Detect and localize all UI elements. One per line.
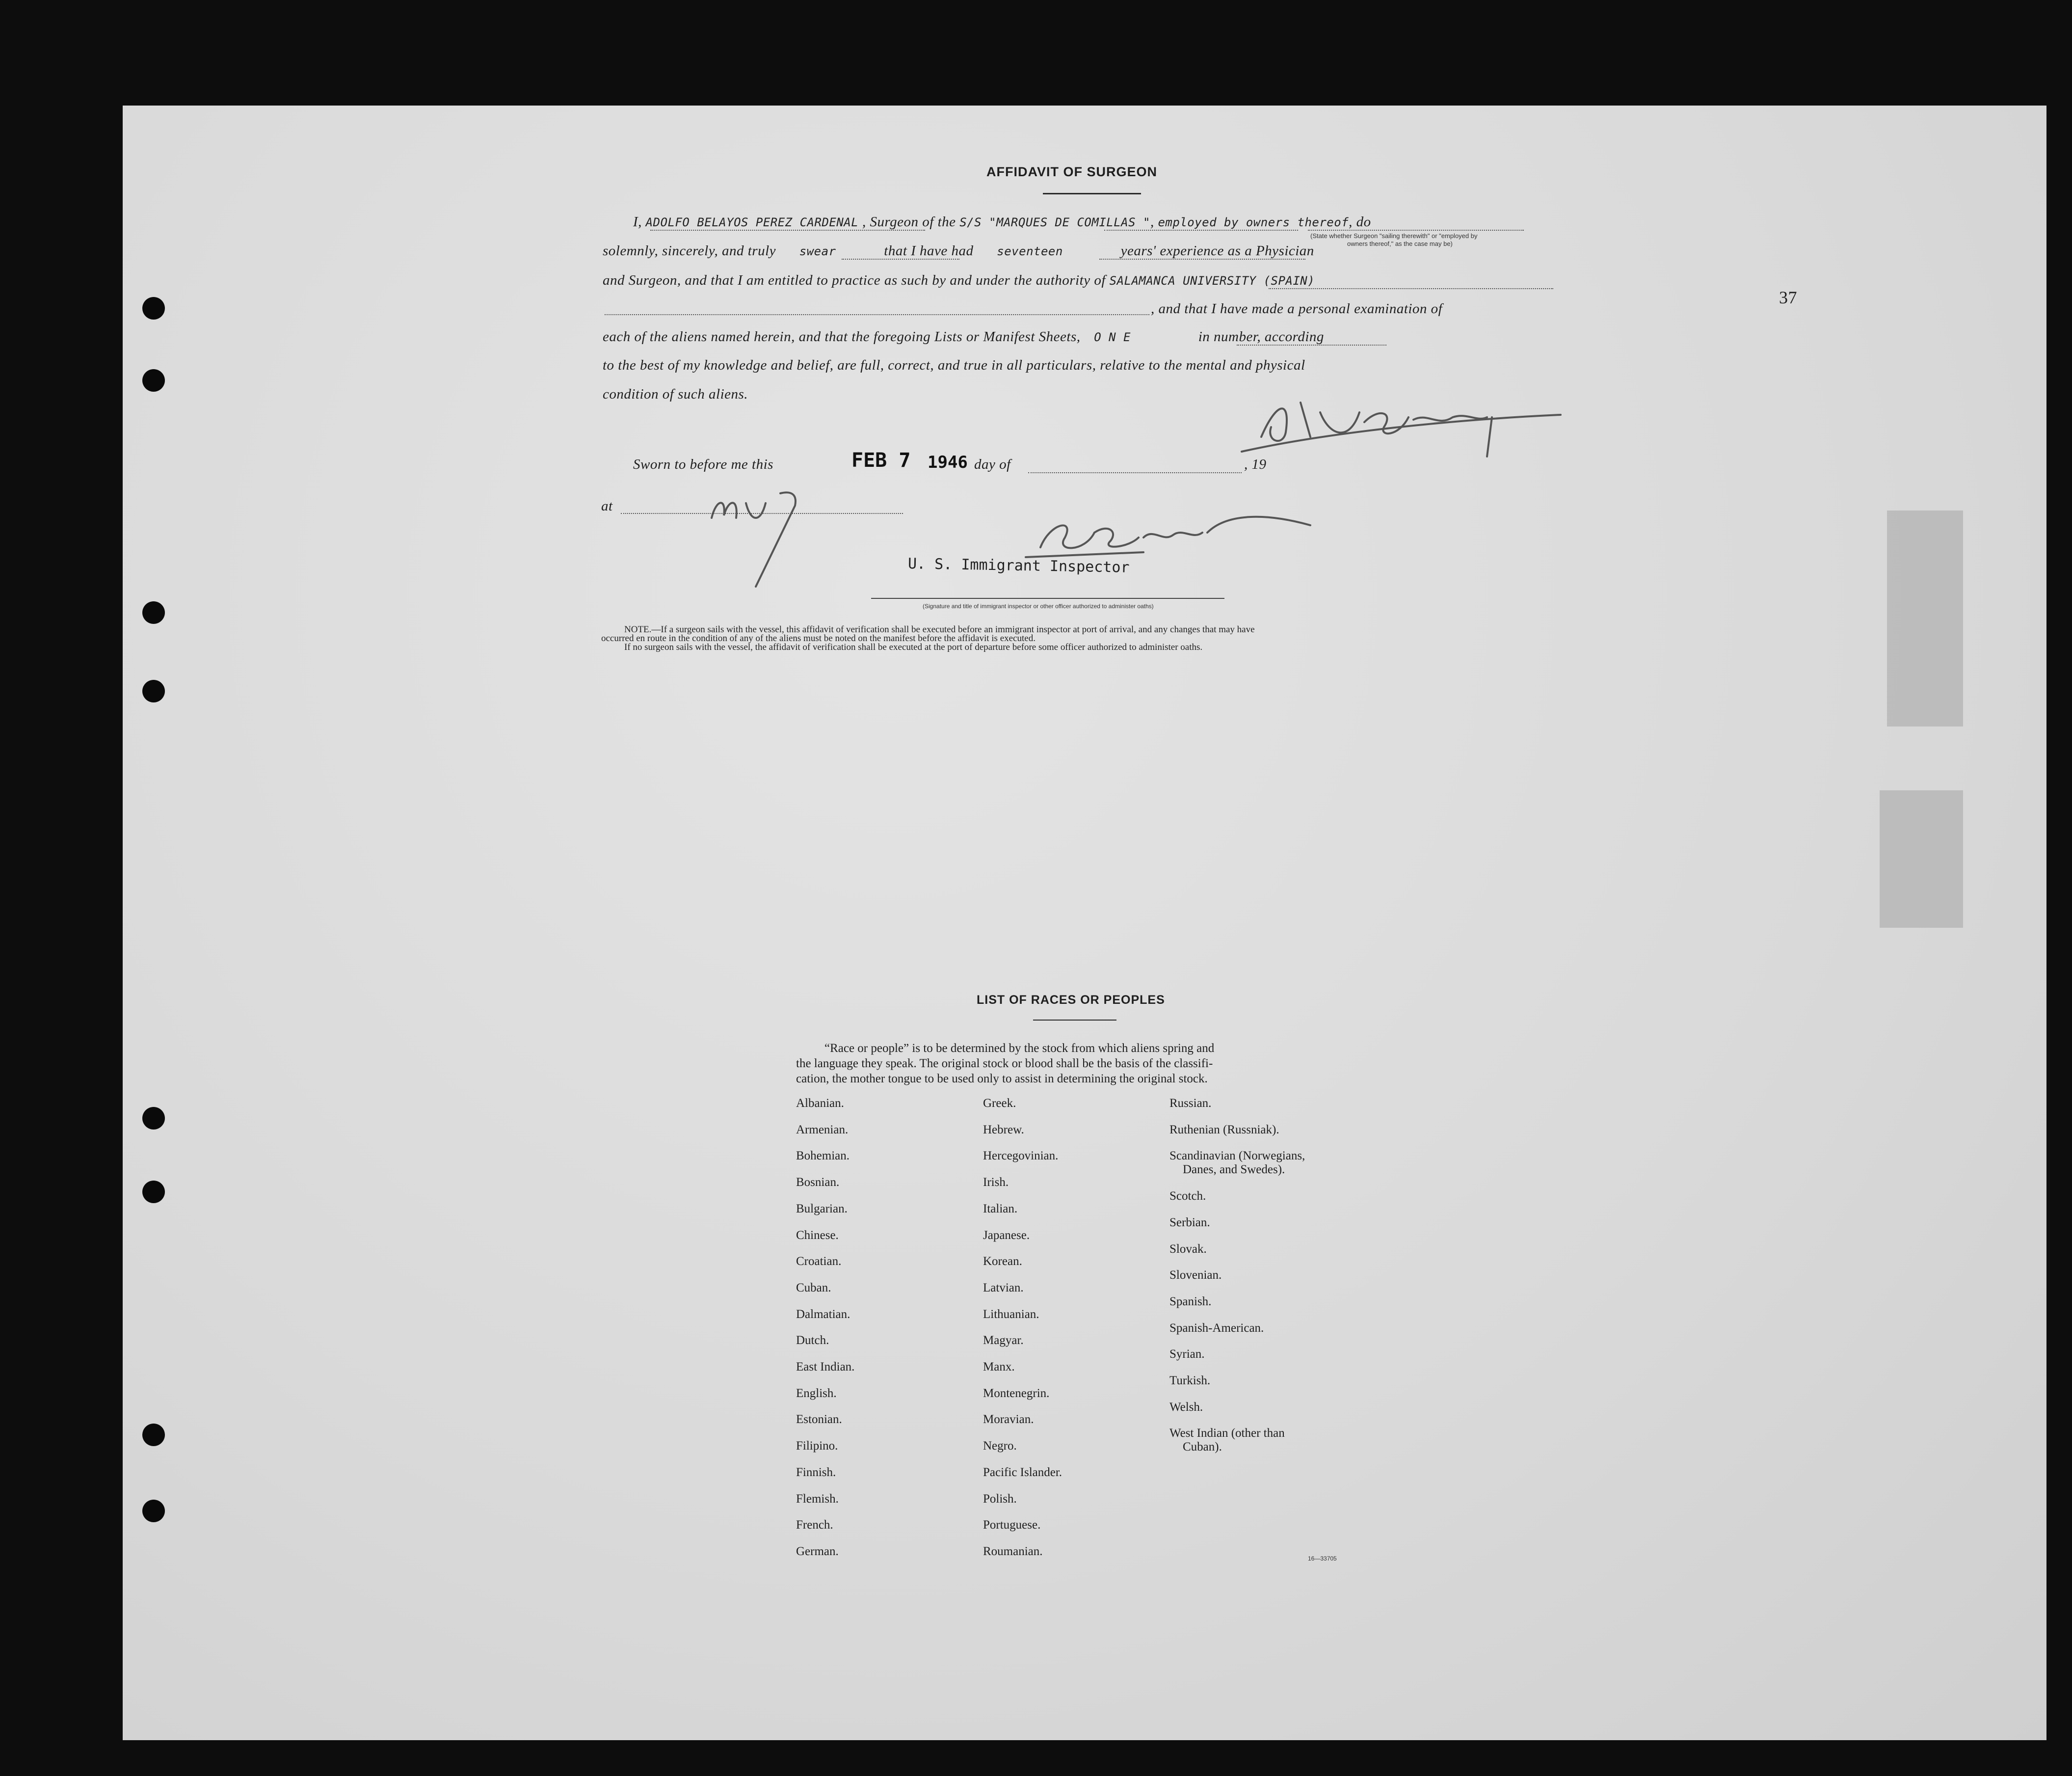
inspector-initials [707, 484, 829, 592]
race-entry: Scotch. [1169, 1189, 1206, 1203]
race-entry: Scandinavian (Norwegians, [1169, 1149, 1305, 1163]
race-entry: Finnish. [796, 1465, 836, 1479]
race-entry: Negro. [983, 1439, 1017, 1453]
race-entry: Estonian. [796, 1413, 842, 1426]
race-entry: Bosnian. [796, 1176, 840, 1189]
surgeon-signature [1232, 383, 1566, 466]
sworn-year-prefix: , 19 [1244, 457, 1267, 472]
sheets-dotted-line [1237, 345, 1386, 346]
race-entry: Korean. [983, 1255, 1022, 1268]
race-entry: Hercegovinian. [983, 1149, 1059, 1163]
races-title: LIST OF RACES OR PEOPLES [977, 993, 1165, 1007]
race-entry: Dalmatian. [796, 1307, 850, 1321]
race-entry: Manx. [983, 1360, 1015, 1373]
binder-hole [142, 680, 165, 702]
race-entry: Chinese. [796, 1228, 839, 1242]
race-entry: Hebrew. [983, 1123, 1024, 1136]
race-entry: Polish. [983, 1492, 1017, 1506]
binder-hole [142, 1107, 165, 1130]
ink-smudge [1887, 511, 1963, 727]
race-entry: Albanian. [796, 1097, 844, 1110]
race-entry: Armenian. [796, 1123, 849, 1136]
binder-hole [142, 1181, 165, 1203]
binder-hole [142, 297, 165, 320]
years-dotted-line [1099, 259, 1305, 260]
document-sheet [123, 106, 2046, 1740]
race-entry: Bohemian. [796, 1149, 850, 1163]
race-entry: French. [796, 1518, 833, 1532]
title-underline [1043, 193, 1141, 194]
note-line-3: If no surgeon sails with the vessel, the affidavit of verification shall be executed at the port of departure before some officer authorized to administer oaths. [624, 642, 1203, 652]
race-entry: German. [796, 1544, 839, 1558]
race-entry: Croatian. [796, 1255, 842, 1268]
sheets-count-field: O N E [1094, 330, 1131, 344]
affidavit-title: AFFIDAVIT OF SURGEON [986, 164, 1157, 179]
race-entry: Italian. [983, 1202, 1018, 1215]
capacity-dotted-line [1308, 230, 1524, 231]
page-number: 37 [1779, 288, 1797, 307]
race-entry: Syrian. [1169, 1347, 1205, 1361]
race-entry: Slovenian. [1169, 1268, 1222, 1282]
race-entry: East Indian. [796, 1360, 855, 1373]
race-entry: Cuban). [1183, 1440, 1222, 1454]
binder-hole [142, 1424, 165, 1446]
race-entry: Latvian. [983, 1281, 1024, 1294]
signature-caption: (Signature and title of immigrant inspector or other officer authorized to administer oaths) [923, 603, 1154, 610]
authority-dotted-line-2 [605, 314, 1149, 315]
binder-hole [142, 369, 165, 392]
race-entry: West Indian (other than [1169, 1426, 1285, 1440]
race-entry: Dutch. [796, 1334, 829, 1347]
races-title-underline [1033, 1020, 1116, 1021]
capacity-note-1: (State whether Surgeon "sailing therewith" or "employed by [1310, 232, 1478, 240]
affidavit-line2: solemnly, sincerely, and truly swear that I have had seventeen years' experience as a Physician [603, 243, 1314, 259]
oath-field: swear [799, 244, 836, 258]
race-entry: Spanish. [1169, 1294, 1212, 1308]
race-entry: Ruthenian (Russniak). [1169, 1123, 1279, 1136]
capacity-note-2: owners thereof," as the case may be) [1347, 240, 1453, 247]
race-entry: Filipino. [796, 1439, 838, 1453]
sworn-at: at [601, 498, 613, 514]
race-entry: Turkish. [1169, 1374, 1211, 1387]
race-entry: Slovak. [1169, 1242, 1207, 1256]
race-entry: Spanish-American. [1169, 1321, 1264, 1335]
inspector-signature [1021, 503, 1315, 567]
form-number: 16—33705 [1308, 1555, 1337, 1562]
race-entry: Japanese. [983, 1228, 1030, 1242]
authority-field: SALAMANCA UNIVERSITY (SPAIN) [1109, 274, 1315, 288]
note-line-1: NOTE.—If a surgeon sails with the vessel, this affidavit of verification shall be executed before an immigrant inspector at port of arrival, and any changes that may have [624, 624, 1255, 635]
note-line-2: occurred en route in the condition of any of the aliens must be noted on the manifest before the affidavit is executed. [601, 633, 1036, 644]
sworn-prefix: Sworn to before me this [633, 457, 773, 472]
signature-line [871, 598, 1224, 599]
race-entry: Irish. [983, 1176, 1009, 1189]
race-entry: Russian. [1169, 1097, 1212, 1110]
month-dotted-line [1028, 472, 1242, 473]
oath-dotted-line [842, 259, 959, 260]
race-entry: Portuguese. [983, 1518, 1041, 1532]
race-entry: Magyar. [983, 1334, 1024, 1347]
ink-smudge [1880, 790, 1963, 928]
year-stamp: 1946 [928, 453, 968, 472]
vessel-name-field: S/S "MARQUES DE COMILLAS " [959, 215, 1150, 229]
binder-hole [142, 601, 165, 624]
capacity-field: employed by owners thereof [1158, 215, 1349, 229]
affidavit-line6: to the best of my knowledge and belief, are full, correct, and true in all particulars, relative to the mental and physical [603, 357, 1305, 373]
race-entry: Montenegrin. [983, 1386, 1050, 1400]
race-entry: Roumanian. [983, 1544, 1043, 1558]
years-field: seventeen [997, 244, 1063, 258]
surgeon-name-field: ADOLFO BELAYOS PEREZ CARDENAL [645, 215, 859, 229]
races-intro-3: cation, the mother tongue to be used only to assist in determining the original stock. [796, 1072, 1208, 1085]
inspector-title: U. S. Immigrant Inspector [907, 555, 1130, 576]
binder-hole [142, 1500, 165, 1522]
affidavit-line3: and Surgeon, and that I am entitled to practice as such by and under the authority of SALAMANCA UNIVERSITY (SPAIN) [603, 272, 1315, 288]
race-entry: English. [796, 1386, 837, 1400]
vessel-dotted-line [1104, 230, 1298, 231]
affidavit-line5: each of the aliens named herein, and that the foregoing Lists or Manifest Sheets, O N E in number, according [603, 329, 1324, 345]
race-entry: Bulgarian. [796, 1202, 848, 1215]
race-entry: Lithuanian. [983, 1307, 1039, 1321]
affidavit-line4: , and that I have made a personal examination of [1151, 301, 1443, 317]
race-entry: Greek. [983, 1097, 1016, 1110]
races-intro-2: the language they speak. The original stock or blood shall be the basis of the classifi- [796, 1057, 1213, 1070]
affidavit-line1: I, ADOLFO BELAYOS PEREZ CARDENAL , Surgeon of the S/S "MARQUES DE COMILLAS ", employed by owners thereof, do [633, 214, 1371, 230]
race-entry: Danes, and Swedes). [1183, 1163, 1285, 1177]
race-entry: Serbian. [1169, 1215, 1210, 1229]
affidavit-line7: condition of such aliens. [603, 386, 748, 402]
sworn-day-of: day of [974, 457, 1011, 472]
races-intro-1: “Race or people” is to be determined by the stock from which aliens spring and [824, 1042, 1215, 1055]
date-stamp: FEB 7 [851, 449, 911, 472]
name-dotted-line [650, 230, 925, 231]
race-entry: Moravian. [983, 1413, 1034, 1426]
race-entry: Flemish. [796, 1492, 839, 1506]
race-entry: Pacific Islander. [983, 1465, 1063, 1479]
authority-dotted-line [1269, 288, 1553, 289]
race-entry: Welsh. [1169, 1400, 1203, 1414]
race-entry: Cuban. [796, 1281, 831, 1294]
